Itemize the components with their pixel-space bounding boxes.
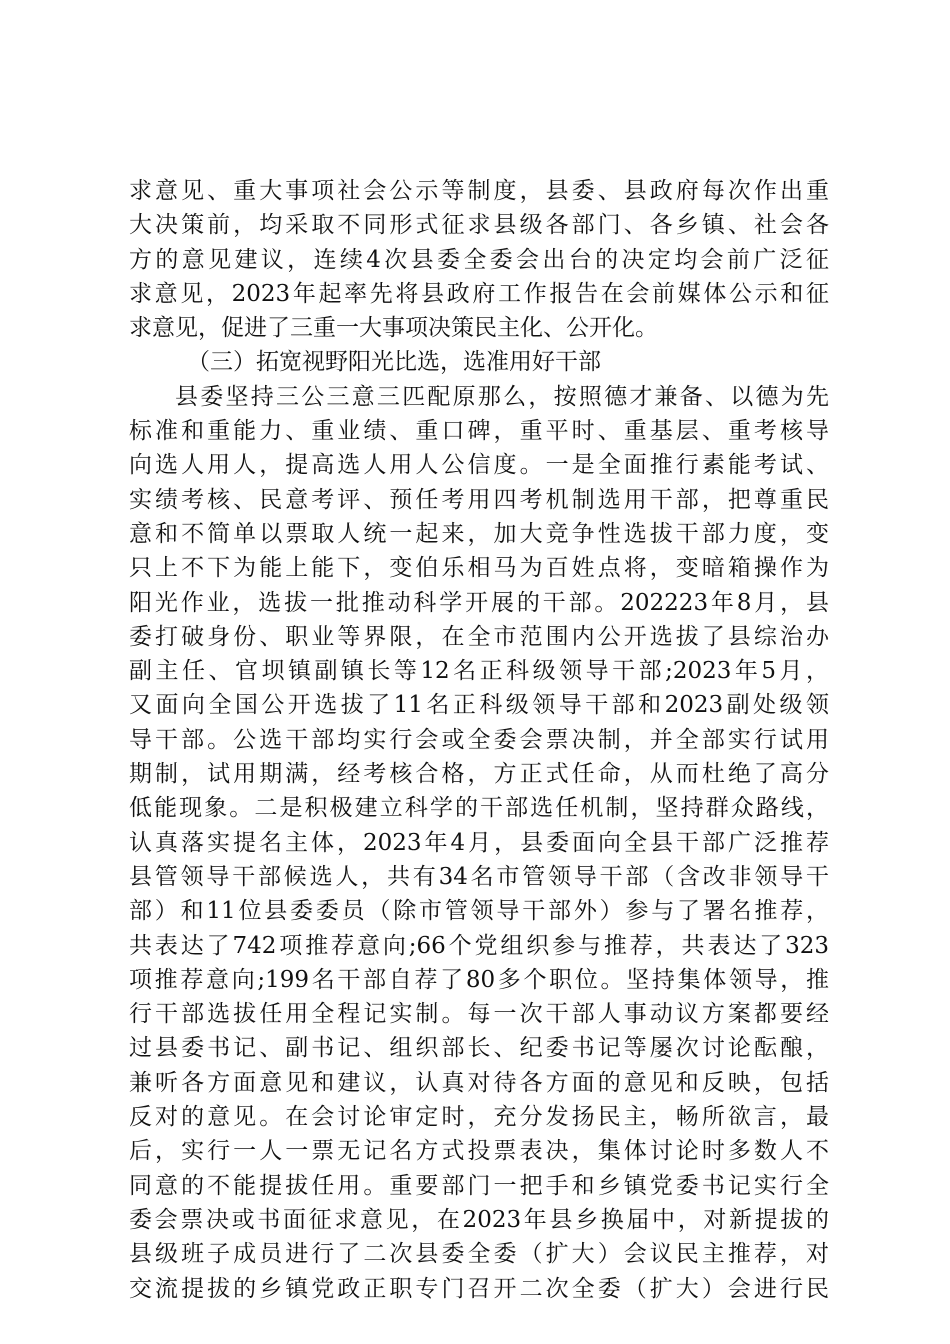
text-line: 认真落实提名主体，2023年4月，县委面向全县干部广泛推荐 xyxy=(129,829,829,856)
text-line: 导干部。公选干部均实行会或全委会票决制，并全部实行试用 xyxy=(129,726,829,753)
text-line: 方的意见建议，连续4次县委全委会出台的决定均会前广泛征 xyxy=(129,246,829,273)
text-line: 求意见、重大事项社会公示等制度，县委、县政府每次作出重 xyxy=(129,178,829,204)
text-line: 过县委书记、副书记、组织部长、纪委书记等屡次讨论酝酿， xyxy=(129,1035,829,1062)
text-line: 低能现象。二是积极建立科学的干部选任机制，坚持群众路线， xyxy=(129,795,829,822)
text-line: 副主任、官坝镇副镇长等12名正科级领导干部;2023年5月， xyxy=(129,658,829,685)
text-line: 县委坚持三公三意三匹配原那么，按照德才兼备、以德为先 xyxy=(175,383,829,410)
text-line: 只上不下为能上能下，变伯乐相马为百姓点将，变暗箱操作为 xyxy=(129,555,829,582)
paragraph-2 xyxy=(129,380,829,1306)
text-line: 大决策前，均采取不同形式征求县级各部门、各乡镇、社会各 xyxy=(129,212,829,239)
text-line: 向选人用人，提高选人用人公信度。一是全面推行素能考试、 xyxy=(129,452,829,479)
text-line: 委打破身份、职业等界限，在全市范围内公开选拔了县综治办 xyxy=(129,623,829,650)
text-line: 县管领导干部候选人，共有34名市管领导干部（含改非领导干 xyxy=(129,863,829,890)
document-body xyxy=(129,174,829,1306)
text-line: 兼听各方面意见和建议，认真对待各方面的意见和反映，包括 xyxy=(129,1069,829,1096)
text-line: 又面向全国公开选拔了11名正科级领导干部和2023副处级领 xyxy=(129,692,829,719)
text-line: 委会票决或书面征求意见，在2023年县乡换届中，对新提拔的 xyxy=(129,1206,829,1233)
text-line: 期制，试用期满，经考核合格，方正式任命，从而杜绝了高分 xyxy=(129,761,829,788)
text-line: 同意的不能提拔任用。重要部门一把手和乡镇党委书记实行全 xyxy=(129,1172,829,1199)
text-line: 标准和重能力、重业绩、重口碑，重平时、重基层、重考核导 xyxy=(129,418,829,445)
text-line: 后，实行一人一票无记名方式投票表决，集体讨论时多数人不 xyxy=(129,1138,829,1165)
text-line: 阳光作业，选拔一批推动科学开展的干部。202223年8月，县 xyxy=(129,589,829,616)
paragraph-1 xyxy=(129,174,829,345)
text-line: 共表达了742项推荐意向;66个党组织参与推荐，共表达了323 xyxy=(129,932,829,959)
text-line: 县级班子成员进行了二次县委全委（扩大）会议民主推荐，对 xyxy=(129,1241,829,1268)
text-line: 意和不简单以票取人统一起来，加大竞争性选拔干部力度，变 xyxy=(129,520,829,547)
text-line: 交流提拔的乡镇党政正职专门召开二次全委（扩大）会进行民 xyxy=(129,1275,829,1302)
text-line: 反对的意见。在会讨论审定时，充分发扬民主，畅所欲言，最 xyxy=(129,1104,829,1131)
text-line: 行干部选拔任用全程记实制。每一次干部人事动议方案都要经 xyxy=(129,1001,829,1028)
section-heading: （三）拓宽视野阳光比选，选准用好干部 xyxy=(187,349,601,376)
text-line: 求意见，促进了三重一大事项决策民主化、公开化。 xyxy=(129,315,658,342)
text-line: 求意见，2023年起率先将县政府工作报告在会前媒体公示和征 xyxy=(129,280,829,307)
text-line: 项推荐意向;199名干部自荐了80多个职位。坚持集体领导，推 xyxy=(129,966,829,993)
text-line: 部）和11位县委委员（除市管领导干部外）参与了署名推荐， xyxy=(129,898,829,925)
text-line: 实绩考核、民意考评、预任考用四考机制选用干部，把尊重民 xyxy=(129,486,829,513)
